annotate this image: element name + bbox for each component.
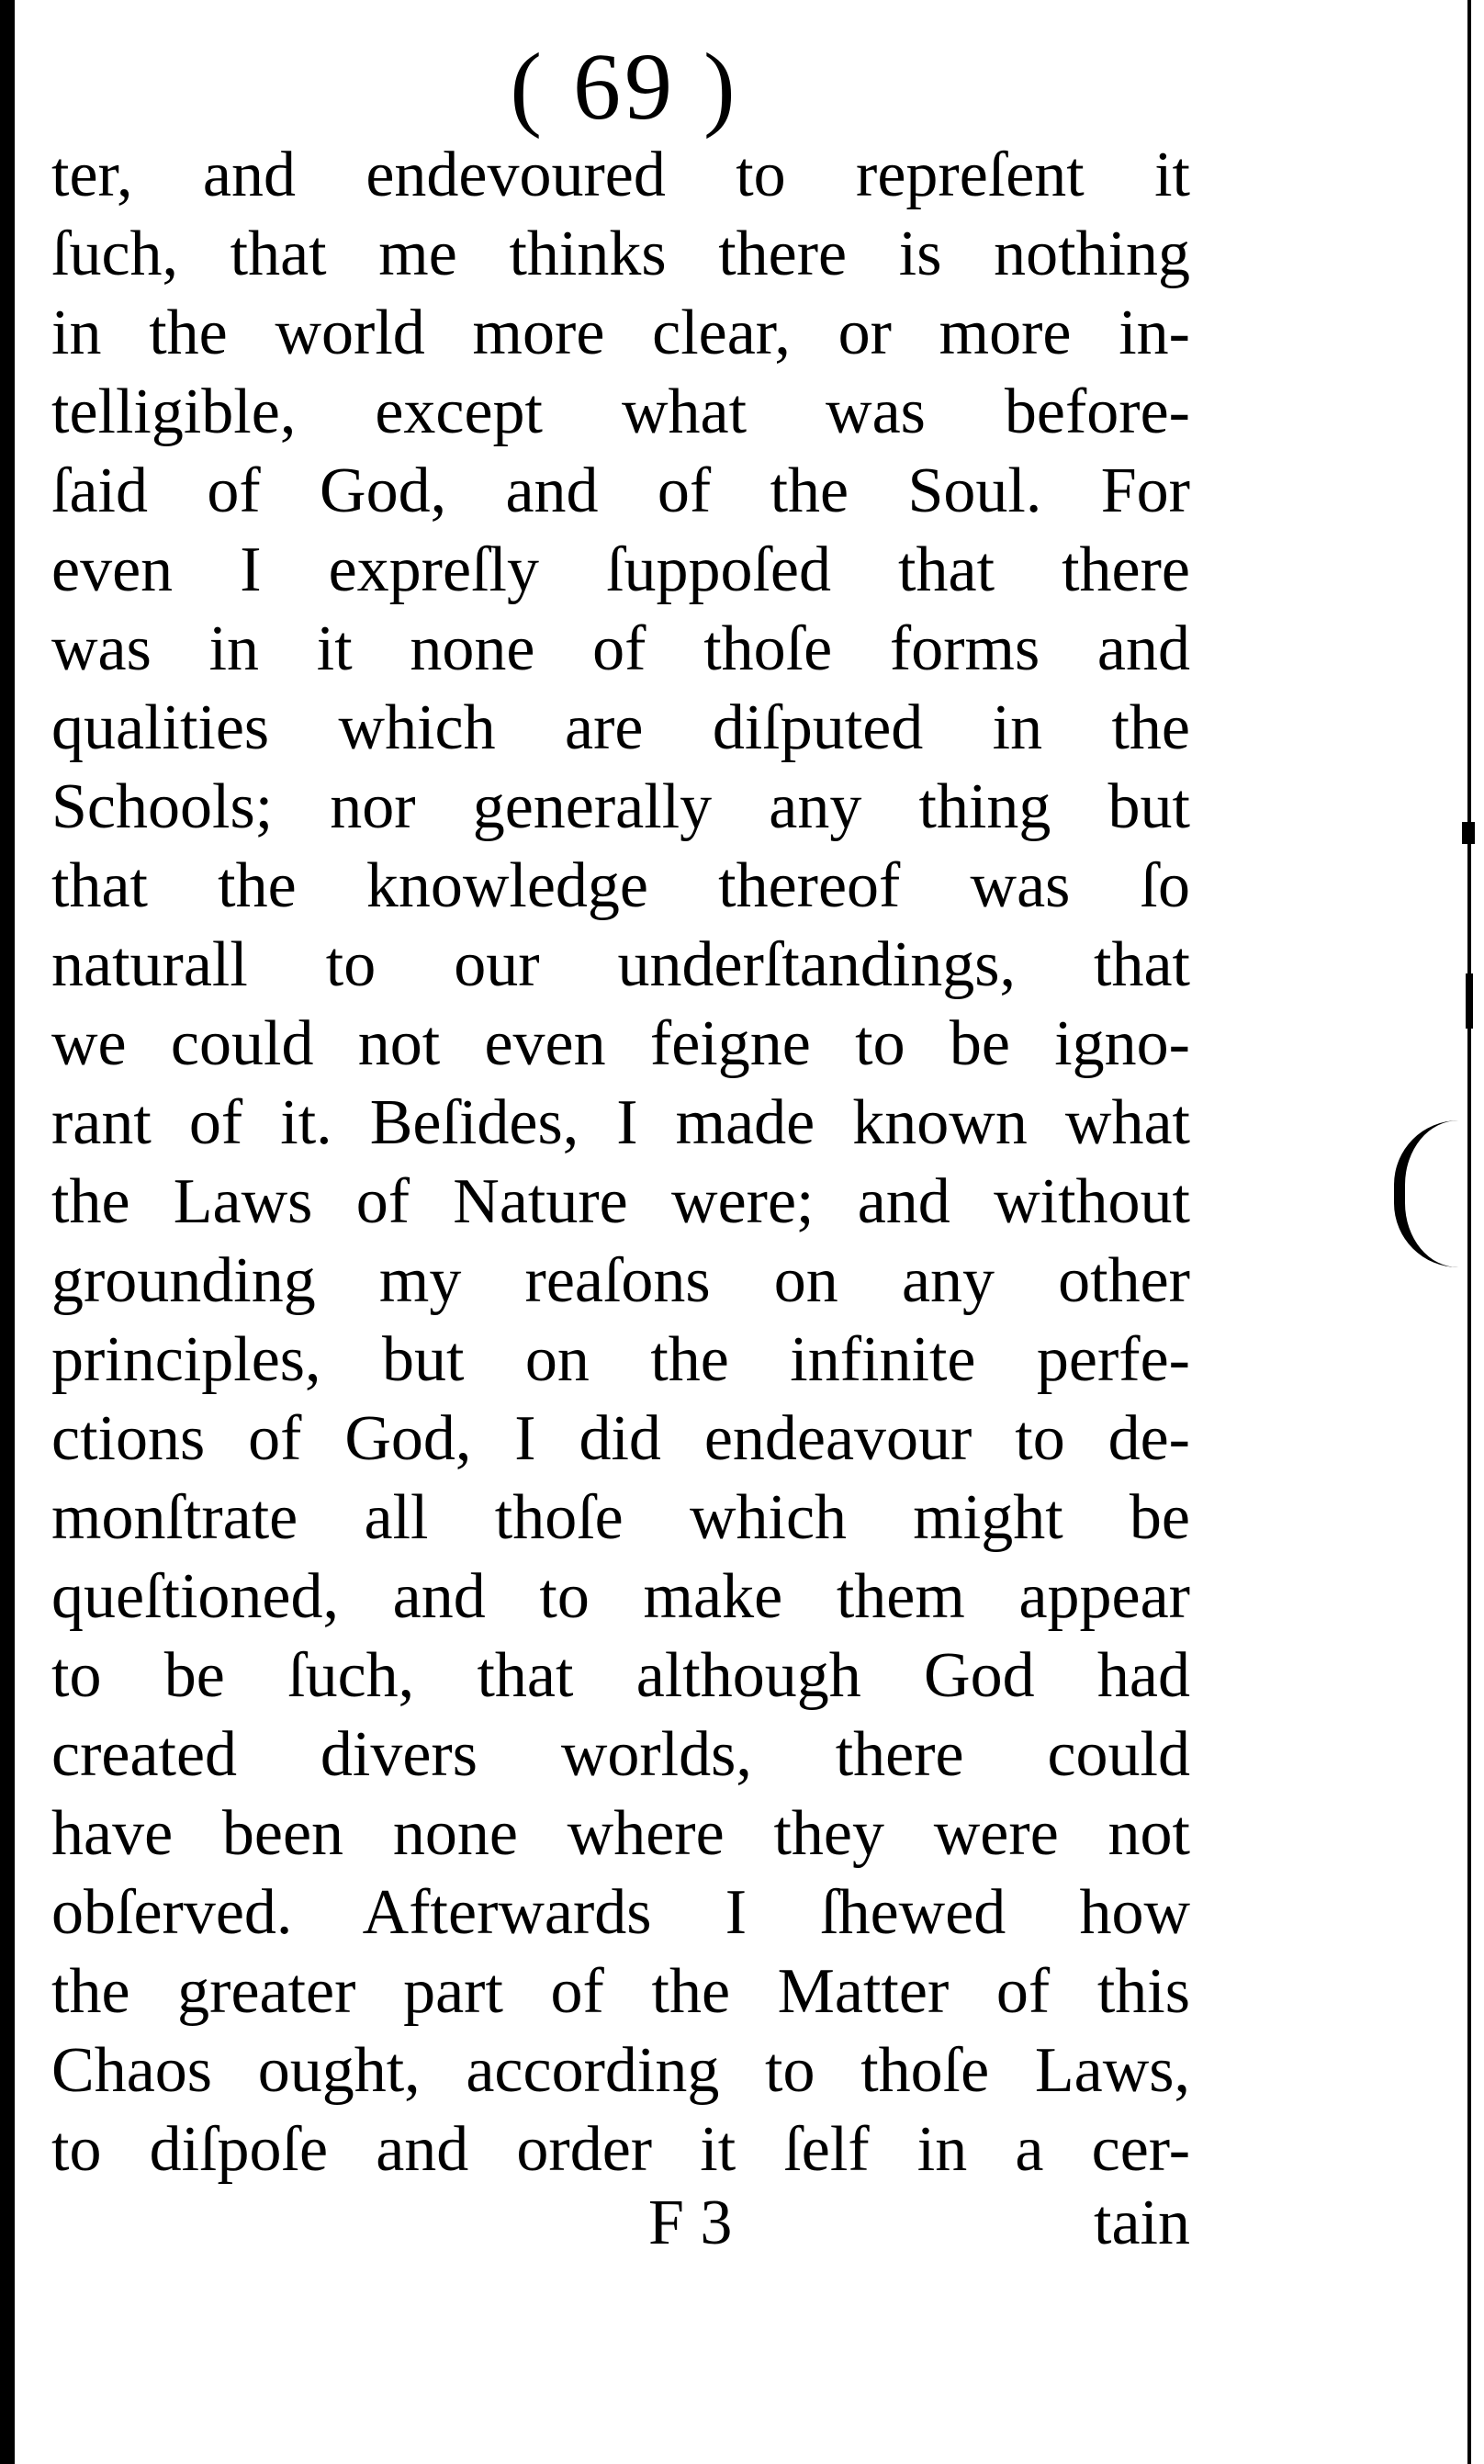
- catchword: tain: [1094, 2188, 1190, 2258]
- text-line: Chaos ought, according to thoſe Laws,: [51, 2035, 1190, 2106]
- text-line: to be ſuch, that although God had: [51, 1640, 1190, 1711]
- edge-ink-mark: [1466, 973, 1473, 1029]
- bleed-through-parenthesis-mark: [1394, 1120, 1458, 1267]
- text-line: naturall to our underſtandings, that: [51, 929, 1190, 1000]
- edge-ink-mark: [1462, 822, 1475, 844]
- text-line: the Laws of Nature were; and without: [51, 1166, 1190, 1237]
- text-line: monſtrate all thoſe which might be: [51, 1482, 1190, 1553]
- page-footer: [51, 2182, 1190, 2265]
- text-line: we could not even feigne to be igno-: [51, 1008, 1190, 1079]
- text-line: that the knowledge thereof was ſo: [51, 850, 1190, 921]
- text-line: principles, but on the infinite perfe-: [51, 1324, 1190, 1395]
- text-line: grounding my reaſons on any other: [51, 1245, 1190, 1316]
- page-binding-edge: [0, 0, 15, 2464]
- body-text: [51, 136, 1190, 2189]
- text-line: to diſpoſe and order it ſelf in a cer-: [51, 2114, 1190, 2185]
- text-line: queſtioned, and to make them appear: [51, 1561, 1190, 1632]
- text-line: ter, and endevoured to repreſent it: [51, 140, 1190, 210]
- signature-mark: F 3: [648, 2188, 733, 2258]
- page-number: ( 69 ): [510, 34, 739, 140]
- text-line: was in it none of thoſe forms and: [51, 613, 1190, 684]
- text-line: the greater part of the Matter of this: [51, 1956, 1190, 2027]
- text-line: in the world more clear, or more in-: [51, 298, 1190, 368]
- text-line: ſuch, that me thinks there is nothing: [51, 219, 1190, 289]
- text-line: telligible, except what was before-: [51, 377, 1190, 447]
- text-line: qualities which are diſputed in the: [51, 692, 1190, 763]
- page-right-edge: [1467, 0, 1471, 2464]
- text-line: created divers worlds, there could: [51, 1719, 1190, 1790]
- text-line: ctions of God, I did endeavour to de-: [51, 1403, 1190, 1474]
- text-line: ſaid of God, and of the Soul. For: [51, 456, 1190, 526]
- text-line: rant of it. Beſides, I made known what: [51, 1087, 1190, 1158]
- text-line: even I expreſly ſuppoſed that there: [51, 534, 1190, 605]
- text-line: have been none where they were not: [51, 1798, 1190, 1869]
- text-line: obſerved. Afterwards I ſhewed how: [51, 1877, 1190, 1948]
- text-line: Schools; nor generally any thing but: [51, 771, 1190, 842]
